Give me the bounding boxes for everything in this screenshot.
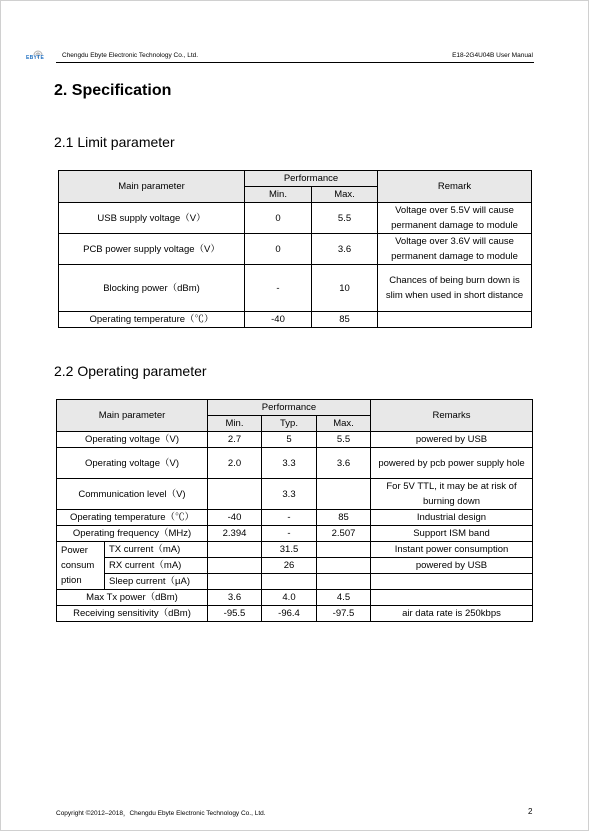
page-number: 2 [528,807,533,816]
power-consumption-label [57,542,105,590]
min-cell [208,574,262,590]
header-remark: Remark [378,171,532,203]
max-cell: 10 [312,265,378,312]
min-cell: 2.7 [208,432,262,448]
min-cell: 0 [245,234,312,265]
table-row [57,542,533,558]
param-cell: Blocking power（dBm) [59,265,245,312]
remark-cell: powered by pcb power supply hole [371,448,533,479]
remark-cell: For 5V TTL, it may be at risk of burning down [371,479,533,510]
remark-cell: Instant power consumption [371,542,533,558]
max-cell: 3.6 [317,448,371,479]
min-cell: 2.394 [208,526,262,542]
table-row [59,265,532,312]
remark-cell [371,574,533,590]
typ-cell: 31.5 [262,542,317,558]
remark-cell: Industrial design [371,510,533,526]
min-cell [208,479,262,510]
param-cell: USB supply voltage（V） [59,203,245,234]
table-row [59,203,532,234]
max-cell: 3.6 [312,234,378,265]
param-cell: Max Tx power（dBm) [57,590,208,606]
max-cell: 5.5 [317,432,371,448]
param-cell: Operating voltage（V) [57,448,208,479]
header-max: Max. [312,187,378,203]
power-label-line: ption [61,575,82,586]
max-cell [317,479,371,510]
header-max: Max. [317,416,371,432]
operating-parameter-heading: 2.2 Operating parameter [54,363,207,379]
typ-cell [262,574,317,590]
param-cell: Communication level（V) [57,479,208,510]
remark-cell: air data rate is 250kbps [371,606,533,622]
typ-cell: - [262,510,317,526]
max-cell: 85 [317,510,371,526]
remark-cell: Chances of being burn down is slim when used in short distance [378,265,532,312]
max-cell: 2.507 [317,526,371,542]
power-label-line: Power [61,545,88,556]
section-title: 2. Specification [54,82,172,99]
param-cell: Receiving sensitivity（dBm) [57,606,208,622]
header-company: Chengdu Ebyte Electronic Technology Co., Ltd. [62,52,199,59]
min-cell [208,558,262,574]
table-row [57,526,533,542]
header-remarks: Remarks [371,400,533,432]
remark-cell: powered by USB [371,558,533,574]
table-row [59,312,532,328]
param-cell: RX current（mA) [105,558,208,574]
remark-cell: powered by USB [371,432,533,448]
table-row [57,479,533,510]
min-cell [208,542,262,558]
max-cell [317,574,371,590]
param-cell: Operating temperature（℃） [57,510,208,526]
table-row [57,606,533,622]
footer-copyright: Copyright ©2012–2018，Chengdu Ebyte Electronic Technology Co., Ltd. [56,810,266,817]
remark-cell: Voltage over 5.5V will cause permanent damage to module [378,203,532,234]
min-cell: 0 [245,203,312,234]
table-row [59,234,532,265]
header-document-title: E18-2G4U04B User Manual [452,52,533,59]
header-performance: Performance [245,171,378,187]
max-cell [317,542,371,558]
remark-cell: Support ISM band [371,526,533,542]
header-main-parameter: Main parameter [57,400,208,432]
operating-parameter-table [56,399,533,622]
param-cell: PCB power supply voltage（V） [59,234,245,265]
param-cell: Operating temperature（℃） [59,312,245,328]
header-min: Min. [208,416,262,432]
typ-cell: 26 [262,558,317,574]
ebyte-logo [26,46,50,62]
typ-cell: 3.3 [262,479,317,510]
max-cell [317,558,371,574]
limit-parameter-table [58,170,532,328]
header-typ: Typ. [262,416,317,432]
header-divider [56,62,534,63]
min-cell: 3.6 [208,590,262,606]
typ-cell: 4.0 [262,590,317,606]
page-border-top [0,0,589,1]
typ-cell: 3.3 [262,448,317,479]
table-row [57,558,533,574]
max-cell: 4.5 [317,590,371,606]
table-row [57,590,533,606]
max-cell: -97.5 [317,606,371,622]
min-cell: 2.0 [208,448,262,479]
header-min: Min. [245,187,312,203]
limit-parameter-heading: 2.1 Limit parameter [54,134,175,150]
header-main-parameter: Main parameter [59,171,245,203]
param-cell: Sleep current（μA) [105,574,208,590]
table-row [57,574,533,590]
page-border-left [0,0,1,831]
param-cell: Operating voltage（V) [57,432,208,448]
typ-cell: - [262,526,317,542]
min-cell: -40 [245,312,312,328]
param-cell: Operating frequency（MHz) [57,526,208,542]
logo-text: EBYTE [26,55,45,61]
power-label-line: consum [61,560,95,571]
remark-cell [378,312,532,328]
remark-cell: Voltage over 3.6V will cause permanent damage to module [378,234,532,265]
max-cell: 5.5 [312,203,378,234]
min-cell: -40 [208,510,262,526]
max-cell: 85 [312,312,378,328]
typ-cell: -96.4 [262,606,317,622]
remark-cell [371,590,533,606]
param-cell: TX current（mA) [105,542,208,558]
header-performance: Performance [208,400,371,416]
typ-cell: 5 [262,432,317,448]
table-row [57,510,533,526]
min-cell: - [245,265,312,312]
table-row [57,432,533,448]
table-row [57,448,533,479]
min-cell: -95.5 [208,606,262,622]
